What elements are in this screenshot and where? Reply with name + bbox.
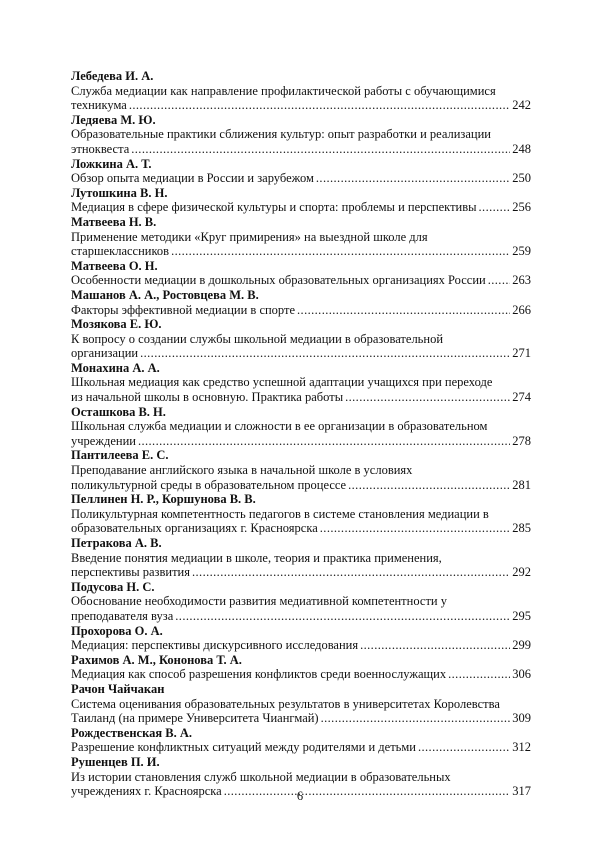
dot-leader	[448, 667, 510, 682]
entry-author: Ледяева М. Ю.	[71, 112, 156, 127]
dot-leader	[192, 565, 510, 580]
entry-leader-line	[71, 434, 531, 449]
entry-author: Монахина А. А.	[71, 360, 160, 375]
entry-leader-line	[71, 478, 531, 493]
page-number: 6	[296, 789, 304, 803]
entry-title-end: этноквеста	[71, 141, 130, 156]
entry-title-end: организации	[71, 346, 139, 361]
entry-page: 292	[512, 565, 531, 580]
toc-entry	[71, 361, 531, 405]
entry-author: Рахимов А. М., Кононова Т. А.	[71, 652, 242, 667]
toc-entry	[71, 653, 531, 682]
dot-leader	[316, 171, 510, 186]
dot-leader	[131, 142, 510, 157]
dot-leader	[129, 98, 510, 113]
toc-entry	[71, 215, 531, 259]
entry-page: 317	[512, 784, 531, 799]
entry-author: Лебедева И. А.	[71, 69, 154, 83]
entry-title-end: учреждениях г. Красноярска	[71, 784, 222, 799]
toc-entry	[71, 624, 531, 653]
dot-leader	[479, 200, 511, 215]
entry-title-end: Разрешение конфликтных ситуаций между родителями и детьми	[71, 740, 416, 755]
entry-page: 271	[512, 346, 531, 361]
entry-title-end: Обзор опыта медиации в России и зарубежом	[71, 171, 314, 186]
toc-entry	[71, 69, 531, 113]
entry-title-line: Образовательные практики сближения культур: опыт разработки и реализации	[71, 127, 491, 142]
toc-entry	[71, 186, 531, 215]
entry-page: 263	[512, 273, 531, 288]
table-of-contents	[71, 69, 531, 799]
entry-page: 312	[512, 740, 531, 755]
dot-leader	[320, 521, 510, 536]
entry-leader-line	[71, 740, 531, 755]
entry-leader-line	[71, 244, 531, 259]
toc-entry	[71, 405, 531, 449]
entry-author: Машанов А. А., Ростовцева М. В.	[71, 287, 259, 302]
entry-author: Прохорова О. А.	[71, 623, 163, 638]
entry-title-line: Служба медиации как направление профилактической работы с обучающимися	[71, 83, 496, 98]
entry-leader-line	[71, 390, 531, 405]
entry-leader-line	[71, 667, 531, 682]
dot-leader	[348, 478, 510, 493]
entry-page: 281	[512, 477, 531, 492]
dot-leader	[140, 346, 510, 361]
entry-title-end: Факторы эффективной медиации в спорте	[71, 302, 296, 317]
entry-page: 278	[512, 433, 531, 448]
dot-leader	[360, 638, 510, 653]
entry-title-line: Обоснование необходимости развития медиативной компетентности у	[71, 594, 447, 609]
entry-author: Рушенцев П. И.	[71, 754, 160, 769]
toc-entry	[71, 259, 531, 288]
entry-author: Петракова А. В.	[71, 536, 162, 550]
entry-page: 242	[512, 98, 531, 113]
entry-author: Матвеева Н. В.	[71, 214, 157, 229]
entry-title-line: Система оценивания образовательных результатов в университетах Королевства	[71, 696, 500, 711]
entry-title-line: Из истории становления служб школьной медиации в образовательных	[71, 769, 451, 784]
entry-leader-line	[71, 521, 531, 536]
entry-leader-line	[71, 565, 531, 580]
entry-title-end: из начальной школы в основную. Практика работы	[71, 390, 344, 405]
entry-leader-line	[71, 609, 531, 624]
entry-title-line: Школьная медиация как средство успешной адаптации учащихся при переходе	[71, 375, 493, 390]
toc-entry	[71, 682, 531, 726]
entry-author: Лутошкина В. Н.	[71, 185, 168, 200]
toc-entry	[71, 288, 531, 317]
entry-page: 309	[512, 711, 531, 726]
entry-page: 250	[512, 171, 531, 186]
entry-title-end: перспективы развития	[71, 565, 190, 580]
entry-title-line: Преподавание английского языка в начальной школе в условиях	[71, 463, 413, 478]
entry-leader-line	[71, 303, 531, 318]
entry-page: 306	[512, 667, 531, 682]
entry-author: Ложкина А. Т.	[71, 156, 152, 171]
entry-title-end: образовательных организациях г. Красноярска	[71, 521, 318, 536]
entry-page: 299	[512, 638, 531, 653]
entry-title-end: Особенности медиации в дошкольных образовательных организациях России	[71, 273, 486, 288]
entry-title-line: Школьная служба медиации и сложности в ее организации в образовательном	[71, 419, 488, 434]
entry-leader-line	[71, 711, 531, 726]
entry-title-end: техникума	[71, 98, 127, 113]
entry-author: Мозякова Е. Ю.	[71, 317, 162, 332]
dot-leader	[345, 390, 510, 405]
toc-entry	[71, 536, 531, 580]
entry-title-line: Введение понятия медиации в школе, теория и практика применения,	[71, 550, 442, 565]
entry-title-end: Медиация: перспективы дискурсивного исследования	[71, 638, 359, 653]
entry-title-end: учреждении	[71, 433, 136, 448]
toc-entry	[71, 448, 531, 492]
entry-page: 266	[512, 302, 531, 317]
entry-page: 248	[512, 141, 531, 156]
entry-page: 295	[512, 608, 531, 623]
toc-entry	[71, 580, 531, 624]
dot-leader	[418, 740, 510, 755]
entry-title-end: старшеклассников	[71, 244, 170, 259]
dot-leader	[171, 244, 510, 259]
entry-leader-line	[71, 200, 531, 215]
entry-leader-line	[71, 273, 531, 288]
entry-title-line: Поликультурная компетентность педагогов в системе становления медиации в	[71, 506, 489, 521]
entry-author: Матвеева О. Н.	[71, 258, 158, 273]
toc-entry	[71, 726, 531, 755]
dot-leader	[488, 273, 511, 288]
toc-entry	[71, 157, 531, 186]
toc-entry	[71, 492, 531, 536]
dot-leader	[138, 434, 510, 449]
entry-title-end: поликультурной среды в образовательном процессе	[71, 477, 347, 492]
dot-leader	[321, 711, 511, 726]
entry-title-end: Медиация в сфере физической культуры и спорта: проблемы и перспективы	[71, 200, 477, 215]
entry-author: Пантилеева Е. С.	[71, 448, 169, 463]
toc-entry	[71, 317, 531, 361]
entry-author: Рождественская В. А.	[71, 725, 192, 740]
entry-title-end: Таиланд (на примере Университета Чиангмай)	[71, 711, 319, 726]
entry-page: 256	[512, 200, 531, 215]
entry-page: 274	[512, 390, 531, 405]
entry-title-line: Применение методики «Круг примирения» на выездной школе для	[71, 229, 428, 244]
entry-leader-line	[71, 346, 531, 361]
entry-author: Осташкова В. Н.	[71, 404, 166, 419]
entry-title-end: Медиация как способ разрешения конфликтов среди военнослужащих	[71, 667, 447, 682]
entry-page: 259	[512, 244, 531, 259]
entry-leader-line	[71, 98, 531, 113]
entry-leader-line	[71, 638, 531, 653]
entry-author: Рачон Чайчакан	[71, 681, 165, 696]
entry-author: Подусова Н. С.	[71, 579, 155, 594]
dot-leader	[175, 609, 510, 624]
dot-leader	[297, 303, 510, 318]
entry-leader-line	[71, 171, 531, 186]
entry-title-end: преподавателя вуза	[71, 608, 174, 623]
entry-author: Пеллинен Н. Р., Коршунова В. В.	[71, 492, 256, 507]
entry-leader-line	[71, 142, 531, 157]
toc-entry	[71, 113, 531, 157]
entry-title-line: К вопросу о создании службы школьной медиации в образовательной	[71, 331, 444, 346]
entry-page: 285	[512, 521, 531, 536]
